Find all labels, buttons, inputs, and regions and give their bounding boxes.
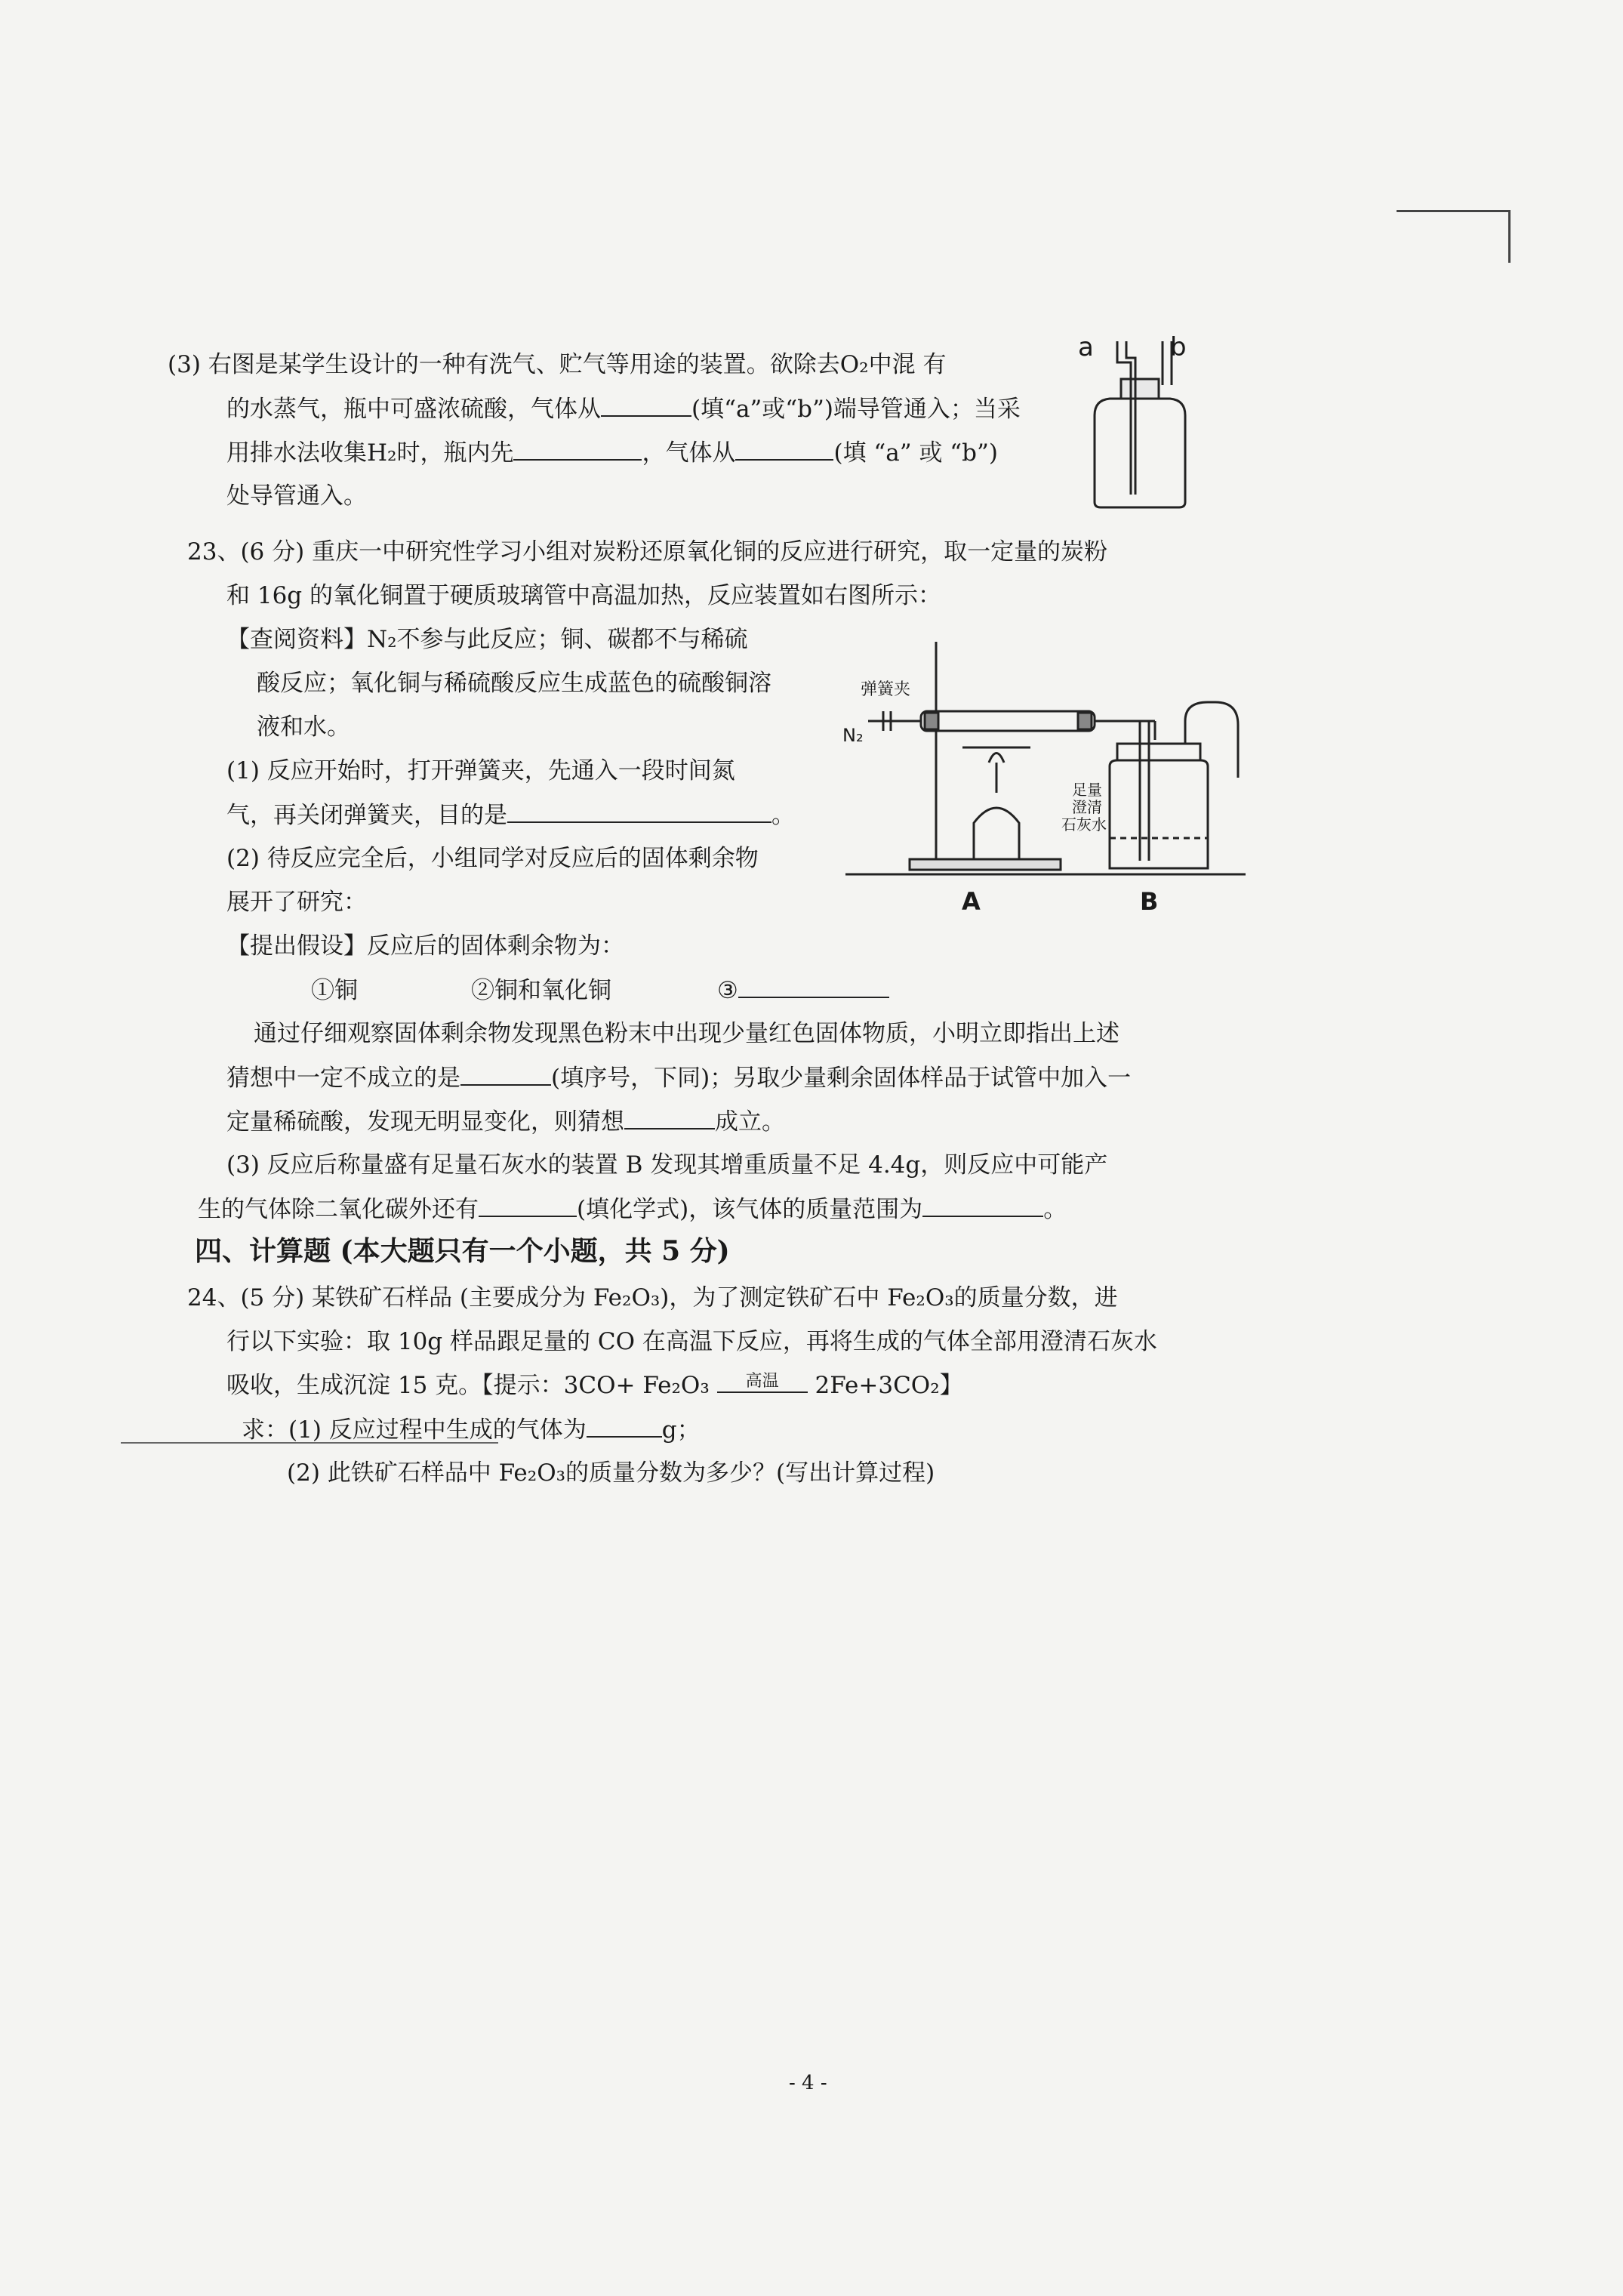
q23-options: ①铜 ②铜和氧化铜 ③	[311, 974, 889, 1006]
limewater-label-1: 足量	[1072, 781, 1102, 799]
answer-blank[interactable]	[507, 799, 771, 823]
apparatus-figure	[838, 619, 1246, 891]
q23-info2: 酸反应；氧化铜与稀硫酸反应生成蓝色的硫酸铜溶	[257, 670, 771, 697]
q23-p2a: (2) 待反应完全后，小组同学对反应后的固体剩余物	[226, 845, 759, 872]
scan-edge-line	[1397, 210, 1510, 212]
answer-blank[interactable]	[513, 436, 642, 461]
q22-3-line4: 处导管通入。	[226, 482, 367, 510]
q24-ask2: (2) 此铁矿石样品中 Fe₂O₃的质量分数为多少？(写出计算过程)	[287, 1459, 935, 1487]
answer-blank[interactable]	[587, 1413, 662, 1438]
answer-blank[interactable]	[735, 436, 833, 461]
q23-hypo: 【提出假设】反应后的固体剩余物为：	[226, 932, 624, 960]
section-heading: 四、计算题 (本大题只有一个小题，共 5 分)	[195, 1235, 730, 1267]
q23-line1: 23、(6 分) 重庆一中研究性学习小组对炭粉还原氧化铜的反应进行研究，取一定量的炭粉	[187, 538, 1108, 566]
page-number: - 4 -	[789, 2072, 827, 2094]
q24-ask1: 求：(1) 反应过程中生成的气体为 g；	[242, 1413, 701, 1446]
q23-obs2: 猜想中一定不成立的是 (填序号，下同)；另取少量剩余固体样品于试管中加入一	[226, 1062, 1131, 1094]
q24-line3: 吸收，生成沉淀 15 克。【提示：3CO+ Fe₂O₃ 高温 2Fe+3CO₂】	[226, 1372, 963, 1399]
bottle-label-a: a	[1078, 332, 1094, 362]
q24-line2: 行以下实验：取 10g 样品跟足量的 CO 在高温下反应，再将生成的气体全部用澄清石灰水	[226, 1328, 1157, 1355]
limewater-label-3: 石灰水	[1061, 815, 1107, 834]
apparatus-label-a: A	[962, 887, 981, 916]
q23-p3b: 生的气体除二氧化碳外还有 (填化学式)，该气体的质量范围为 。	[198, 1193, 1067, 1225]
reaction-condition: 高温	[717, 1379, 808, 1393]
glass-tube	[868, 711, 1155, 740]
q22-3-line2: 的水蒸气，瓶中可盛浓硫酸，气体从 (填“a”或“b”)端导管通入；当采	[226, 393, 1021, 425]
answer-blank[interactable]	[738, 974, 889, 998]
clamp-label: 弹簧夹	[861, 680, 911, 699]
answer-blank[interactable]	[601, 393, 691, 417]
alcohol-lamp	[962, 747, 1030, 859]
bottle-label-b: b	[1170, 332, 1187, 362]
answer-blank[interactable]	[460, 1062, 551, 1086]
answer-blank[interactable]	[922, 1193, 1043, 1217]
q22-3-line3: 用排水法收集H₂时，瓶内先 ，气体从 (填 “a” 或 “b”)	[226, 436, 998, 469]
q23-p1b: 气，再关闭弹簧夹，目的是 。	[226, 799, 795, 831]
limewater-bottle	[1110, 702, 1238, 868]
q23-info1: 【查阅资料】N₂不参与此反应；铜、碳都不与稀硫	[226, 626, 748, 653]
wash-bottle	[1095, 341, 1185, 507]
q22-3-line1: (3) 右图是某学生设计的一种有洗气、贮气等用途的装置。欲除去O₂中混 有	[168, 351, 947, 378]
stand-base	[910, 859, 1061, 870]
limewater-label-2: 澄清	[1072, 798, 1102, 816]
q23-p1a: (1) 反应开始时，打开弹簧夹，先通入一段时间氮	[226, 757, 735, 784]
n2-label: N₂	[842, 725, 864, 746]
q23-p2b: 展开了研究：	[226, 889, 367, 916]
q23-obs1: 通过仔细观察固体剩余物发现黑色粉末中出现少量红色固体物质，小明立即指出上述	[254, 1020, 1119, 1047]
answer-blank[interactable]	[624, 1105, 715, 1130]
apparatus-label-b: B	[1140, 887, 1159, 916]
q23-line2: 和 16g 的氧化铜置于硬质玻璃管中高温加热，反应装置如右图所示：	[226, 582, 941, 609]
scan-edge-line	[1508, 210, 1511, 263]
answer-blank[interactable]	[479, 1193, 577, 1217]
q24-line1: 24、(5 分) 某铁矿石样品 (主要成分为 Fe₂O₃)，为了测定铁矿石中 Fe₂O₃的质量分数，进	[187, 1284, 1118, 1311]
q23-obs3: 定量稀硫酸，发现无明显变化，则猜想 成立。	[226, 1105, 785, 1138]
q23-p3a: (3) 反应后称量盛有足量石灰水的装置 B 发现其增重质量不足 4.4g，则反应中可能产	[226, 1151, 1108, 1179]
q23-info3: 液和水。	[257, 713, 350, 741]
